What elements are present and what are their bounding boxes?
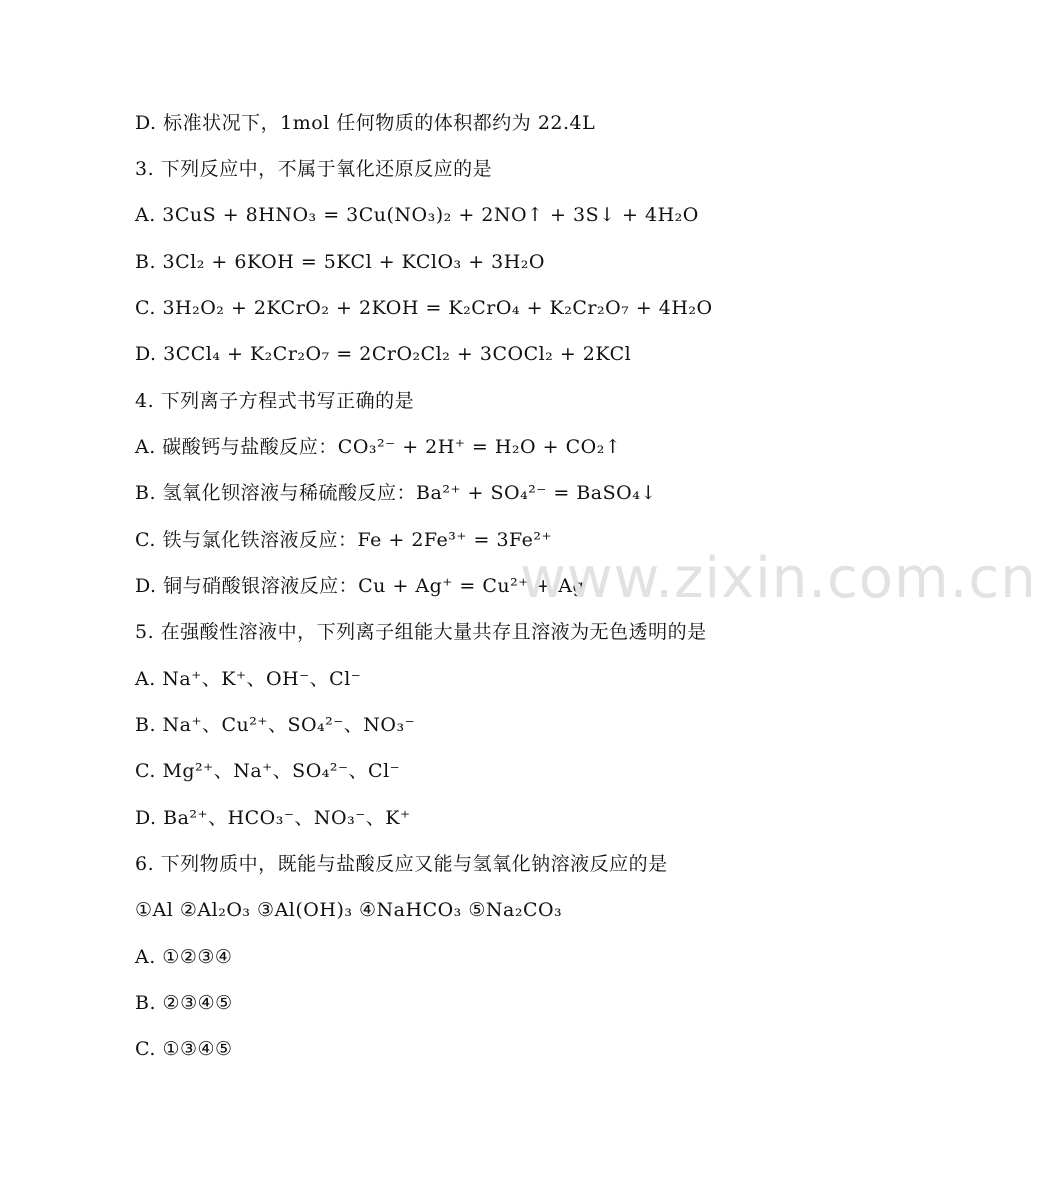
option-a-q3: A. 3CuS + 8HNO₃ = 3Cu(NO₃)₂ + 2NO↑ + 3S↓ + 4H₂O [135, 204, 699, 226]
option-d-q3: D. 3CCl₄ + K₂Cr₂O₇ = 2CrO₂Cl₂ + 3COCl₂ + 2KCl [135, 343, 632, 365]
question-3: 3. 下列反应中，不属于氧化还原反应的是 [135, 158, 493, 180]
question-5: 5. 在强酸性溶液中，下列离子组能大量共存且溶液为无色透明的是 [135, 621, 707, 643]
option-d-q5: D. Ba²⁺、HCO₃⁻、NO₃⁻、K⁺ [135, 807, 411, 829]
option-b-q4: B. 氢氧化钡溶液与稀硫酸反应：Ba²⁺ + SO₄²⁻ = BaSO₄↓ [135, 482, 657, 504]
substance-list-q6: ①Al ②Al₂O₃ ③Al(OH)₃ ④NaHCO₃ ⑤Na₂CO₃ [135, 899, 563, 921]
option-a-q5: A. Na⁺、K⁺、OH⁻、Cl⁻ [135, 668, 362, 690]
option-a-q6: A. ①②③④ [135, 946, 233, 968]
question-6: 6. 下列物质中，既能与盐酸反应又能与氢氧化钠溶液反应的是 [135, 853, 668, 875]
option-d-q4: D. 铜与硝酸银溶液反应：Cu + Ag⁺ = Cu²⁺ + Ag [135, 575, 586, 597]
option-c-q6: C. ①③④⑤ [135, 1038, 233, 1060]
question-4: 4. 下列离子方程式书写正确的是 [135, 390, 415, 412]
option-c-q5: C. Mg²⁺、Na⁺、SO₄²⁻、Cl⁻ [135, 760, 401, 782]
option-c-q4: C. 铁与氯化铁溶液反应：Fe + 2Fe³⁺ = 3Fe²⁺ [135, 529, 553, 551]
option-d-q2: D. 标准状况下，1mol 任何物质的体积都约为 22.4L [135, 112, 596, 134]
option-c-q3: C. 3H₂O₂ + 2KCrO₂ + 2KOH = K₂CrO₄ + K₂Cr₂O₇ + 4H₂O [135, 297, 713, 319]
option-b-q5: B. Na⁺、Cu²⁺、SO₄²⁻、NO₃⁻ [135, 714, 416, 736]
watermark: www.zixin.com.cn [520, 546, 1037, 611]
option-b-q3: B. 3Cl₂ + 6KOH = 5KCl + KClO₃ + 3H₂O [135, 251, 546, 273]
option-b-q6: B. ②③④⑤ [135, 992, 233, 1014]
option-a-q4: A. 碳酸钙与盐酸反应：CO₃²⁻ + 2H⁺ = H₂O + CO₂↑ [135, 436, 622, 458]
